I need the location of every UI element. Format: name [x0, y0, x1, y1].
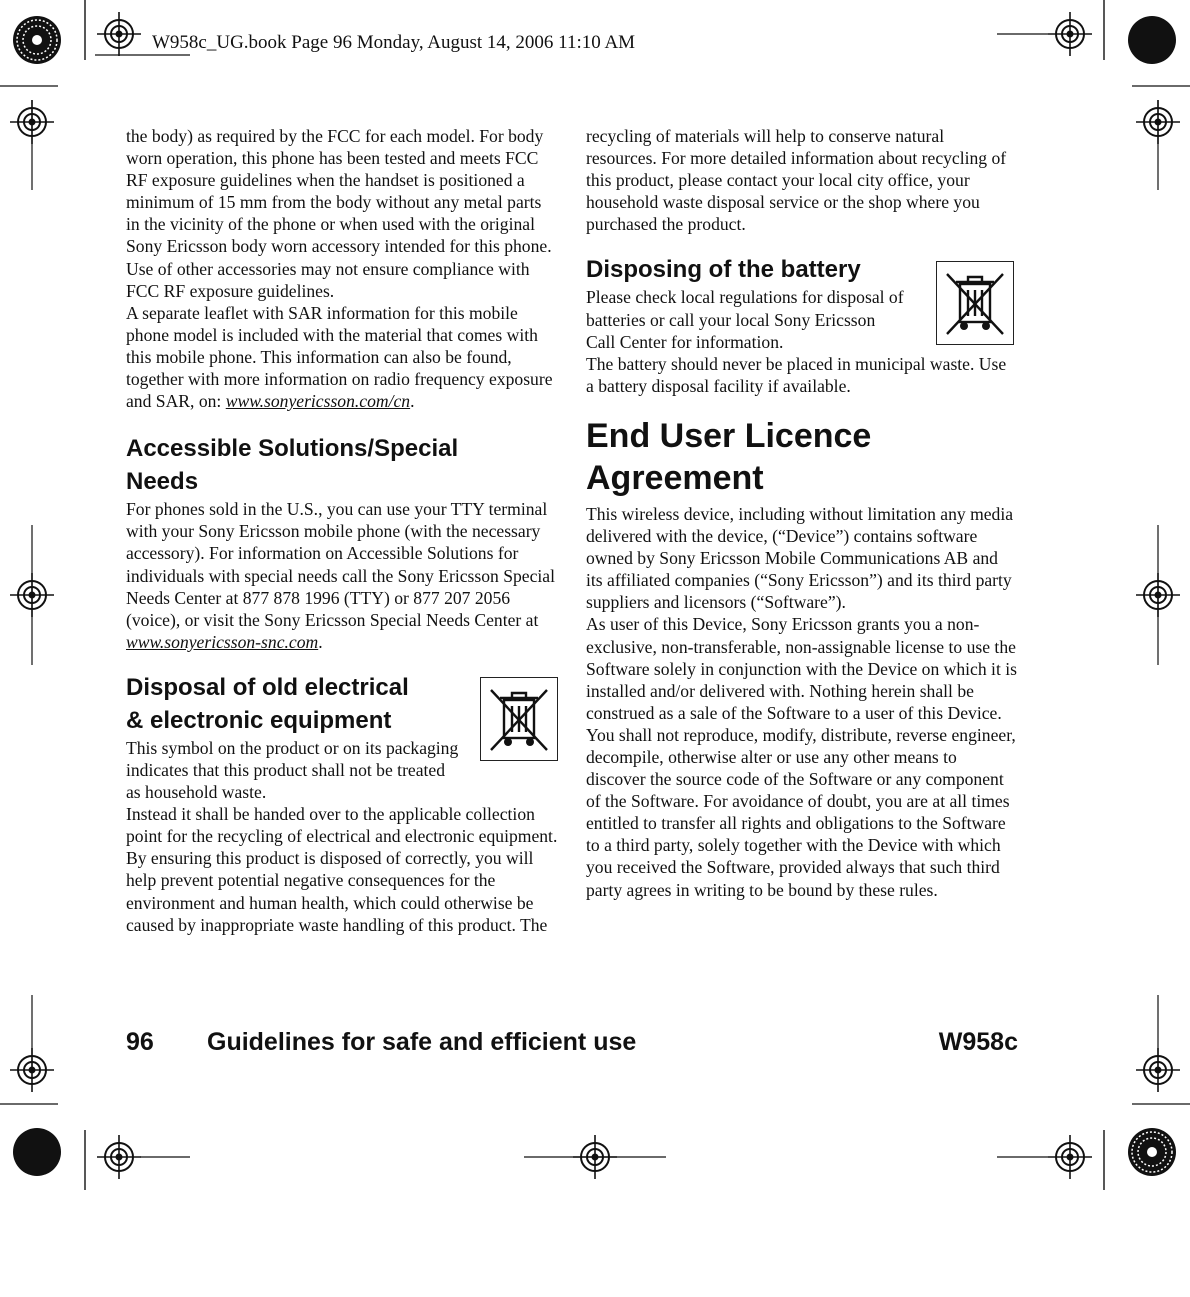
right-column	[586, 125, 1018, 901]
sonyericsson-cn-link[interactable]: www.sonyericsson.com/cn	[225, 391, 411, 412]
registration-mark-icon	[97, 1135, 141, 1179]
solid-registration-dot-icon	[1128, 16, 1176, 64]
starburst-registration-icon	[1128, 1128, 1176, 1176]
eula-paragraph-1: This wireless device, including without limitation any media delivered with the device, (“Device”) contains software owned by Sony Ericsson Mobile Communications AB and its affiliated companies (“Sony Ericsson”) and its third party suppliers and licensors (“Software”).	[586, 503, 1014, 613]
accessible-solutions-heading: Accessible Solutions/Special Needs	[126, 435, 459, 496]
accessible-solutions-body: For phones sold in the U.S., you can use your TTY terminal with your Sony Ericsson mobile phone (with the necessary accessory). For information on Accessible Solutions for individuals with special needs call the Sony Ericsson Special Needs Center at 877 878 1996 (TTY) or 877 207 2056 (voice), or visit the Sony Ericsson Special Needs Center at	[126, 499, 556, 630]
starburst-registration-icon	[13, 16, 61, 64]
solid-registration-dot-icon	[13, 1128, 61, 1176]
disposal-heading-line2: & electronic equipment	[126, 706, 392, 734]
registration-mark-icon	[97, 12, 141, 56]
crossed-out-wheelie-bin-icon	[480, 677, 558, 761]
page-number: 96	[126, 1028, 154, 1056]
eula-paragraph-3: You shall not reproduce, modify, distribute, reverse engineer, decompile, otherwise alter or use any other means to discover the source code of the Software or any component of the Software. For avoidance of doubt, you are at all times entitled to transfer all rights and obligations to the Software to a third party, solely together with the Device with which you received the Software, provided always that such third party agrees in writing to be bound by these rules.	[586, 724, 1016, 900]
accessible-solutions-text: For phones sold in the U.S., you can use your TTY terminal with your Sony Ericsson mobile phone (with the necessary accessory). For information on Accessible Solutions for individuals with special needs call the Sony Ericsson Special Needs Center at 877 878 1996 (TTY) or 877 207 2056 (voice), or visit the Sony Ericsson Special Needs Center at www.sonyericsson-snc.com.	[126, 499, 556, 652]
sar-info-text: A separate leaflet with SAR information for this mobile phone model is included with the material that comes with this mobile phone. This information can also be found, together with more information on radio frequency exposure and SAR, on:	[126, 302, 553, 412]
sonyericsson-snc-link[interactable]: www.sonyericsson-snc.com	[126, 631, 319, 652]
sar-info-paragraph: A separate leaflet with SAR information for this mobile phone model is included with the material that comes with this mobile phone. This information can also be found, together with more information on radio frequency exposure and SAR, on: www.sonyericsson.com/cn.	[126, 302, 553, 412]
disposal-section	[126, 671, 558, 936]
eula-paragraph-2: As user of this Device, Sony Ericsson grants you a non-exclusive, non-transferable, non-assignable license to use the Software solely in conjunction with the Device on which it is installed and/or delivered with. Nothing herein shall be construed as a sale of the Software to a user of this Device.	[586, 614, 1017, 723]
eula-heading	[586, 415, 1018, 499]
battery-text: The battery should never be placed in municipal waste. Use a battery disposal facility if available.	[586, 353, 1007, 396]
battery-intro: Please check local regulations for disposal of batteries or call your local Sony Ericsson Call Center for information.	[586, 287, 904, 352]
footer-model: W958c	[938, 1028, 1018, 1056]
registration-mark-icon	[1048, 12, 1092, 56]
disposal-text: Instead it shall be handed over to the applicable collection point for the recycling of electrical and electronic equipment. By ensuring this product is disposed of correctly, you will help prevent potential negative consequences for the environment and human health, which could otherwise be caused by inappropriate waste handling of this product. The	[126, 804, 558, 935]
eula-heading-line2: Agreement	[586, 458, 764, 497]
disposal-heading-line1: Disposal of old electrical	[126, 673, 409, 701]
disposal-heading	[126, 671, 456, 737]
eula-heading-line1: End User Licence	[586, 416, 872, 455]
battery-section	[586, 253, 1018, 396]
running-head: W958c_UG.book Page 96 Monday, August 14, 2006 11:10 AM	[152, 32, 636, 53]
footer-section-title: Guidelines for safe and efficient use	[207, 1028, 637, 1056]
crossed-out-wheelie-bin-icon	[936, 261, 1014, 345]
recycling-paragraph: recycling of materials will help to conserve natural resources. For more detailed information about recycling of this product, please contact your local city office, your household waste disposal service or the shop where you purchased the product.	[586, 126, 1007, 235]
fcc-body-worn-paragraph: the body) as required by the FCC for each model. For body worn operation, this phone has been tested and meets FCC RF exposure guidelines when the handset is positioned a minimum of 15 mm from the body without any metal parts in the vicinity of the phone or when used with the original Sony Ericsson body worn accessory intended for this phone. Use of other accessories may not ensure compliance with FCC RF exposure guidelines.	[126, 126, 552, 301]
left-column	[126, 125, 558, 936]
battery-heading: Disposing of the battery	[586, 256, 861, 284]
registration-mark-icon	[1048, 1135, 1092, 1179]
disposal-intro: This symbol on the product or on its packaging indicates that this product shall not be treated as household waste.	[126, 737, 459, 803]
